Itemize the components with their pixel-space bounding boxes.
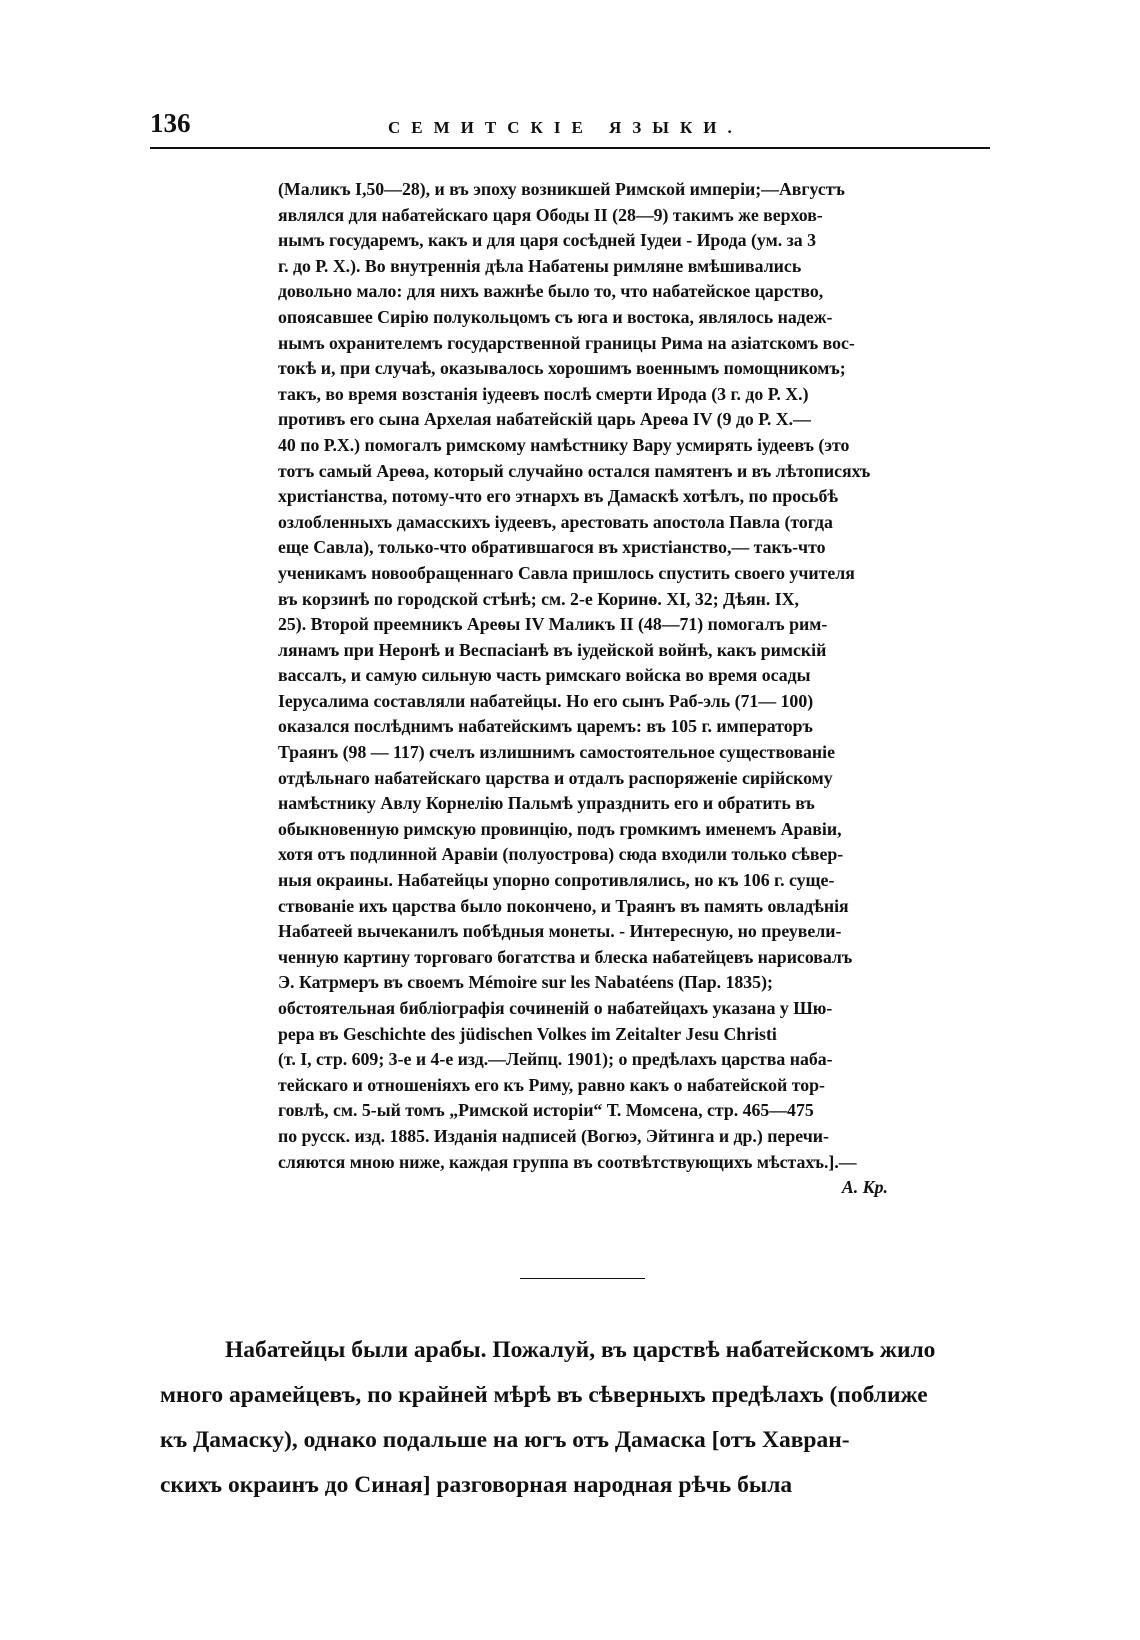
text-line: Набатейцы были арабы. Пожалуй, въ царствѣ набатейскомъ жило xyxy=(225,1337,936,1363)
text-line: намѣстнику Авлу Корнелію Пальмѣ упразднить его и обратить въ xyxy=(278,793,815,814)
text-line: нымъ охранителемъ государственной границы Рима на азіатскомъ вос- xyxy=(278,332,855,353)
text-line: довольно мало: для нихъ важнѣе было то, что набатейское царство, xyxy=(278,281,824,302)
text-line: противъ его сына Архелая набатейскій царь Ареѳа IV (9 до Р. Х.— xyxy=(278,409,811,430)
text-line: ученикамъ новообращеннаго Савла пришлось спустить своего учителя xyxy=(278,562,855,583)
text-line: къ Дамаску), однако подальше на югъ отъ Дамаска [отъ Хавран- xyxy=(160,1427,850,1453)
main-text-block xyxy=(160,1328,1000,1508)
text-line: обыкновенную римскую провинцію, подъ громкимъ именемъ Аравіи, xyxy=(278,818,842,839)
author-signature: А. Кр. xyxy=(841,1177,888,1198)
text-line: въ корзинѣ по городской стѣнѣ; см. 2-е Коринѳ. XI, 32; Дѣян. IX, xyxy=(278,588,799,609)
header-rule xyxy=(150,147,990,149)
text-line: (т. I, стр. 609; 3-е и 4-е изд.—Лейпц. 1901); о предѣлахъ царства наба- xyxy=(278,1049,833,1070)
text-line: тотъ самый Ареѳа, который случайно остался памятенъ и въ лѣтописяхъ xyxy=(278,460,871,481)
text-line: лянамъ при Неронѣ и Веспасіанѣ въ іудейской войнѣ, какъ римскій xyxy=(278,639,827,660)
text-line: ныя окраины. Набатейцы упорно сопротивлялись, но къ 106 г. суще- xyxy=(278,870,835,891)
text-line: являлся для набатейскаго царя Ободы II (28—9) такимъ же верхов- xyxy=(278,204,823,225)
text-line: 25). Второй преемникъ Ареѳы IV Маликъ II (48—71) помогалъ рим- xyxy=(278,614,828,635)
text-line: рера въ Geschichte des jüdischen Volkes im Zeitalter Jesu Christi xyxy=(278,1023,777,1044)
text-line: еще Савла), только-что обратившагося въ христіанство,— такъ-что xyxy=(278,537,826,558)
text-line: тейскаго и отношеніяхъ его къ Риму, равно какъ о набатейской тор- xyxy=(278,1074,825,1095)
text-line: отдѣльнаго набатейскаго царства и отдалъ распоряженіе сирійскому xyxy=(278,767,833,788)
running-title: СЕМИТСКІЕ ЯЗЫКИ. xyxy=(388,118,743,137)
text-line: такъ, во время возстанія іудеевъ послѣ смерти Ирода (3 г. до Р. Х.) xyxy=(278,383,809,404)
text-line: опоясавшее Сирію полукольцомъ съ юга и востока, являлось надеж- xyxy=(278,306,833,327)
text-line: хотя отъ подлинной Аравіи (полуострова) сюда входили только сѣвер- xyxy=(278,844,844,865)
text-line: Э. Катрмеръ въ своемъ Mémoire sur les Nabatéens (Пар. 1835); xyxy=(278,972,773,993)
text-line: озлобленныхъ дамасскихъ іудеевъ, арестовать апостола Павла (тогда xyxy=(278,511,833,532)
text-line: скихъ окраинъ до Синая] разговорная народная рѣчь была xyxy=(160,1472,793,1498)
text-line: Набатеей вычеканилъ побѣдныя монеты. - Интересную, но преувели- xyxy=(278,921,842,942)
text-line: вассалъ, и самую сильную часть римскаго войска во время осады xyxy=(278,665,811,686)
section-separator xyxy=(520,1278,645,1279)
text-line: оказался послѣднимъ набатейскимъ царемъ: въ 105 г. императоръ xyxy=(278,716,813,737)
text-line: ченную картину торговаго богатства и блеска набатейцевъ нарисовалъ xyxy=(278,946,853,967)
footnote-block xyxy=(278,177,983,1201)
text-line: обстоятельная библіографія сочиненій о набатейцахъ указана у Шю- xyxy=(278,998,833,1018)
text-line: г. до Р. Х.). Во внутреннія дѣла Набатены римляне вмѣшивались xyxy=(278,255,802,276)
text-line: Іерусалима составляли набатейцы. Но его сынъ Раб-эль (71— 100) xyxy=(278,690,814,711)
text-line: 40 по Р.Х.) помогалъ римскому намѣстнику Вару усмирять іудеевъ (это xyxy=(278,434,850,455)
text-line: ствованіе ихъ царства было покончено, и Траянъ въ память овладѣнія xyxy=(278,895,849,916)
text-line: токѣ и, при случаѣ, оказывалось хорошимъ военнымъ помощникомъ; xyxy=(278,358,846,379)
text-line: сляются мною ниже, каждая группа въ соотвѣтствующихъ мѣстахъ.].— xyxy=(278,1151,857,1172)
text-line: христіанства, потому-что его этнархъ въ Дамаскѣ хотѣлъ, по просьбѣ xyxy=(278,486,839,507)
text-line: Траянъ (98 — 117) счелъ излишнимъ самостоятельное существованіе xyxy=(278,742,835,763)
text-line: говлѣ, см. 5-ый томъ „Римской исторіи“ Т. Момсена, стр. 465—475 xyxy=(278,1100,814,1121)
text-line: по русск. изд. 1885. Изданія надписей (Вогюэ, Эйтинга и др.) перечи- xyxy=(278,1125,829,1146)
text-line: (Маликъ I,50—28), и въ эпоху возникшей Римской имперіи;—Августъ xyxy=(278,179,845,199)
page-number: 136 xyxy=(150,108,191,138)
text-line: нымъ государемъ, какъ и для царя сосѣдней Іудеи - Ирода (ум. за 3 xyxy=(278,230,816,251)
text-line: много арамейцевъ, по крайней мѣрѣ въ сѣверныхъ предѣлахъ (поближе xyxy=(160,1382,928,1408)
